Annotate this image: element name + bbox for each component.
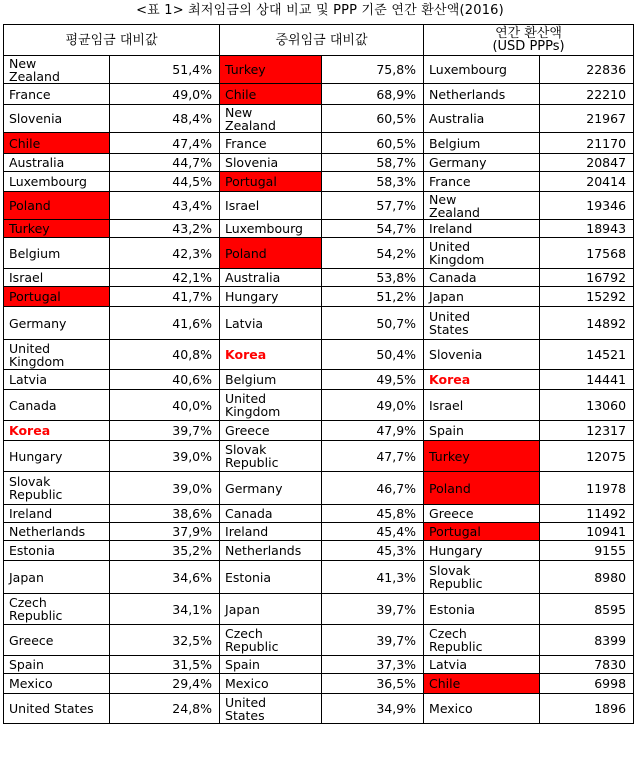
median-value-cell: 50,7% [322, 307, 424, 340]
table-row [4, 287, 634, 307]
table-row [4, 154, 634, 172]
median-value-cell: 34,9% [322, 694, 424, 724]
median-value-cell: 58,7% [322, 154, 424, 172]
mean-value-cell: 44,7% [110, 154, 220, 172]
annual-country-cell: Poland [424, 472, 540, 505]
mean-value-cell: 42,3% [110, 238, 220, 269]
median-value-cell: 47,7% [322, 441, 424, 472]
median-country-cell: Turkey [220, 56, 322, 84]
annual-value-cell: 17568 [540, 238, 634, 269]
mean-value-cell: 39,0% [110, 472, 220, 505]
annual-country-cell: United Kingdom [424, 238, 540, 269]
median-country-cell: Greece [220, 421, 322, 441]
annual-value-cell: 8980 [540, 561, 634, 594]
annual-country-cell: Hungary [424, 541, 540, 561]
mean-country-cell: Luxembourg [4, 172, 110, 192]
annual-country-cell: United States [424, 307, 540, 340]
median-country-cell: Mexico [220, 674, 322, 694]
mean-country-cell: Korea [4, 421, 110, 441]
annual-country-cell: Estonia [424, 594, 540, 625]
annual-country-cell: Turkey [424, 441, 540, 472]
annual-country-cell: Korea [424, 370, 540, 390]
table-row [4, 307, 634, 340]
table-row [4, 192, 634, 220]
median-value-cell: 39,7% [322, 625, 424, 656]
median-country-cell: Slovenia [220, 154, 322, 172]
annual-country-cell: Slovenia [424, 340, 540, 370]
annual-country-cell: Japan [424, 287, 540, 307]
annual-value-cell: 20847 [540, 154, 634, 172]
table-row [4, 694, 634, 724]
mean-country-cell: Canada [4, 390, 110, 421]
mean-country-cell: Israel [4, 269, 110, 287]
mean-country-cell: Hungary [4, 441, 110, 472]
annual-value-cell: 12075 [540, 441, 634, 472]
mean-value-cell: 44,5% [110, 172, 220, 192]
mean-value-cell: 47,4% [110, 133, 220, 154]
median-value-cell: 45,3% [322, 541, 424, 561]
table-row [4, 541, 634, 561]
mean-country-cell: Japan [4, 561, 110, 594]
annual-value-cell: 13060 [540, 390, 634, 421]
median-country-cell: Netherlands [220, 541, 322, 561]
median-country-cell: Israel [220, 192, 322, 220]
mean-country-cell: Chile [4, 133, 110, 154]
mean-value-cell: 40,0% [110, 390, 220, 421]
table-row [4, 625, 634, 656]
median-value-cell: 54,7% [322, 220, 424, 238]
mean-country-cell: Estonia [4, 541, 110, 561]
annual-value-cell: 19346 [540, 192, 634, 220]
mean-value-cell: 51,4% [110, 56, 220, 84]
annual-country-cell: Slovak Republic [424, 561, 540, 594]
table-row [4, 172, 634, 192]
table-row [4, 56, 634, 84]
table-row [4, 594, 634, 625]
median-country-cell: Spain [220, 656, 322, 674]
header-median-wage-ratio: 중위임금 대비값 [220, 25, 424, 56]
median-value-cell: 41,3% [322, 561, 424, 594]
table-caption: <표 1> 최저임금의 상대 비교 및 PPP 기준 연간 환산액(2016) [136, 3, 504, 18]
mean-value-cell: 31,5% [110, 656, 220, 674]
median-country-cell: Japan [220, 594, 322, 625]
mean-country-cell: France [4, 84, 110, 105]
annual-value-cell: 8595 [540, 594, 634, 625]
mean-value-cell: 42,1% [110, 269, 220, 287]
median-value-cell: 37,3% [322, 656, 424, 674]
median-country-cell: Luxembourg [220, 220, 322, 238]
median-country-cell: Latvia [220, 307, 322, 340]
median-value-cell: 75,8% [322, 56, 424, 84]
median-value-cell: 45,4% [322, 523, 424, 541]
table-row [4, 523, 634, 541]
median-value-cell: 53,8% [322, 269, 424, 287]
mean-country-cell: Portugal [4, 287, 110, 307]
table-row [4, 421, 634, 441]
mean-value-cell: 32,5% [110, 625, 220, 656]
mean-country-cell: Netherlands [4, 523, 110, 541]
header-annual-line2: (USD PPPs) [492, 39, 565, 54]
annual-country-cell: Netherlands [424, 84, 540, 105]
median-value-cell: 47,9% [322, 421, 424, 441]
median-country-cell: Czech Republic [220, 625, 322, 656]
annual-value-cell: 11978 [540, 472, 634, 505]
table-row [4, 561, 634, 594]
median-country-cell: Hungary [220, 287, 322, 307]
annual-country-cell: New Zealand [424, 192, 540, 220]
median-country-cell: Belgium [220, 370, 322, 390]
mean-country-cell: Slovenia [4, 105, 110, 133]
mean-value-cell: 34,6% [110, 561, 220, 594]
mean-country-cell: Greece [4, 625, 110, 656]
median-country-cell: Estonia [220, 561, 322, 594]
median-country-cell: New Zealand [220, 105, 322, 133]
mean-country-cell: Spain [4, 656, 110, 674]
median-value-cell: 60,5% [322, 105, 424, 133]
median-country-cell: Portugal [220, 172, 322, 192]
median-country-cell: United States [220, 694, 322, 724]
header-row [4, 25, 634, 56]
annual-value-cell: 22836 [540, 56, 634, 84]
mean-value-cell: 41,6% [110, 307, 220, 340]
annual-value-cell: 18943 [540, 220, 634, 238]
median-country-cell: France [220, 133, 322, 154]
median-value-cell: 39,7% [322, 594, 424, 625]
mean-country-cell: New Zealand [4, 56, 110, 84]
mean-country-cell: United Kingdom [4, 340, 110, 370]
annual-value-cell: 6998 [540, 674, 634, 694]
annual-value-cell: 1896 [540, 694, 634, 724]
annual-country-cell: Chile [424, 674, 540, 694]
annual-country-cell: Germany [424, 154, 540, 172]
annual-country-cell: Greece [424, 505, 540, 523]
median-value-cell: 58,3% [322, 172, 424, 192]
annual-country-cell: Portugal [424, 523, 540, 541]
median-country-cell: United Kingdom [220, 390, 322, 421]
mean-country-cell: Belgium [4, 238, 110, 269]
median-value-cell: 46,7% [322, 472, 424, 505]
mean-value-cell: 40,8% [110, 340, 220, 370]
median-country-cell: Ireland [220, 523, 322, 541]
mean-value-cell: 41,7% [110, 287, 220, 307]
table-row [4, 370, 634, 390]
mean-value-cell: 43,4% [110, 192, 220, 220]
annual-value-cell: 14521 [540, 340, 634, 370]
mean-value-cell: 24,8% [110, 694, 220, 724]
median-country-cell: Canada [220, 505, 322, 523]
median-value-cell: 49,5% [322, 370, 424, 390]
mean-value-cell: 34,1% [110, 594, 220, 625]
annual-value-cell: 14892 [540, 307, 634, 340]
mean-country-cell: Turkey [4, 220, 110, 238]
annual-country-cell: Latvia [424, 656, 540, 674]
table-row [4, 656, 634, 674]
minimum-wage-table [3, 24, 634, 724]
table-row [4, 238, 634, 269]
annual-value-cell: 21967 [540, 105, 634, 133]
mean-country-cell: United States [4, 694, 110, 724]
header-annual-line1: 연간 환산액 [495, 26, 562, 41]
annual-value-cell: 16792 [540, 269, 634, 287]
mean-country-cell: Mexico [4, 674, 110, 694]
mean-value-cell: 43,2% [110, 220, 220, 238]
mean-value-cell: 37,9% [110, 523, 220, 541]
annual-country-cell: Canada [424, 269, 540, 287]
table-row [4, 472, 634, 505]
table-body [4, 56, 634, 724]
table-row [4, 84, 634, 105]
table-row [4, 674, 634, 694]
header-mean-wage-ratio: 평균임금 대비값 [4, 25, 220, 56]
median-value-cell: 36,5% [322, 674, 424, 694]
mean-country-cell: Australia [4, 154, 110, 172]
table-row [4, 105, 634, 133]
median-value-cell: 60,5% [322, 133, 424, 154]
table-row [4, 390, 634, 421]
median-country-cell: Chile [220, 84, 322, 105]
median-value-cell: 68,9% [322, 84, 424, 105]
annual-country-cell: Czech Republic [424, 625, 540, 656]
mean-value-cell: 40,6% [110, 370, 220, 390]
median-country-cell: Australia [220, 269, 322, 287]
annual-value-cell: 8399 [540, 625, 634, 656]
table-row [4, 269, 634, 287]
mean-value-cell: 49,0% [110, 84, 220, 105]
annual-country-cell: Ireland [424, 220, 540, 238]
annual-country-cell: Mexico [424, 694, 540, 724]
annual-value-cell: 11492 [540, 505, 634, 523]
annual-value-cell: 22210 [540, 84, 634, 105]
median-country-cell: Slovak Republic [220, 441, 322, 472]
annual-country-cell: France [424, 172, 540, 192]
median-country-cell: Poland [220, 238, 322, 269]
header-annual-ppp [424, 25, 634, 56]
annual-value-cell: 10941 [540, 523, 634, 541]
annual-value-cell: 21170 [540, 133, 634, 154]
median-value-cell: 54,2% [322, 238, 424, 269]
median-value-cell: 57,7% [322, 192, 424, 220]
table-row [4, 441, 634, 472]
mean-country-cell: Czech Republic [4, 594, 110, 625]
annual-country-cell: Australia [424, 105, 540, 133]
mean-value-cell: 39,7% [110, 421, 220, 441]
median-value-cell: 50,4% [322, 340, 424, 370]
mean-value-cell: 29,4% [110, 674, 220, 694]
table-row [4, 133, 634, 154]
annual-value-cell: 15292 [540, 287, 634, 307]
mean-value-cell: 35,2% [110, 541, 220, 561]
table-row [4, 340, 634, 370]
annual-country-cell: Spain [424, 421, 540, 441]
median-country-cell: Germany [220, 472, 322, 505]
annual-value-cell: 7830 [540, 656, 634, 674]
table-row [4, 220, 634, 238]
table-row [4, 505, 634, 523]
mean-country-cell: Slovak Republic [4, 472, 110, 505]
annual-value-cell: 9155 [540, 541, 634, 561]
mean-value-cell: 48,4% [110, 105, 220, 133]
annual-value-cell: 20414 [540, 172, 634, 192]
mean-value-cell: 39,0% [110, 441, 220, 472]
median-value-cell: 45,8% [322, 505, 424, 523]
mean-country-cell: Ireland [4, 505, 110, 523]
median-value-cell: 49,0% [322, 390, 424, 421]
mean-country-cell: Poland [4, 192, 110, 220]
median-value-cell: 51,2% [322, 287, 424, 307]
annual-value-cell: 14441 [540, 370, 634, 390]
annual-country-cell: Luxembourg [424, 56, 540, 84]
median-country-cell: Korea [220, 340, 322, 370]
mean-country-cell: Latvia [4, 370, 110, 390]
annual-country-cell: Belgium [424, 133, 540, 154]
mean-value-cell: 38,6% [110, 505, 220, 523]
annual-value-cell: 12317 [540, 421, 634, 441]
annual-country-cell: Israel [424, 390, 540, 421]
mean-country-cell: Germany [4, 307, 110, 340]
